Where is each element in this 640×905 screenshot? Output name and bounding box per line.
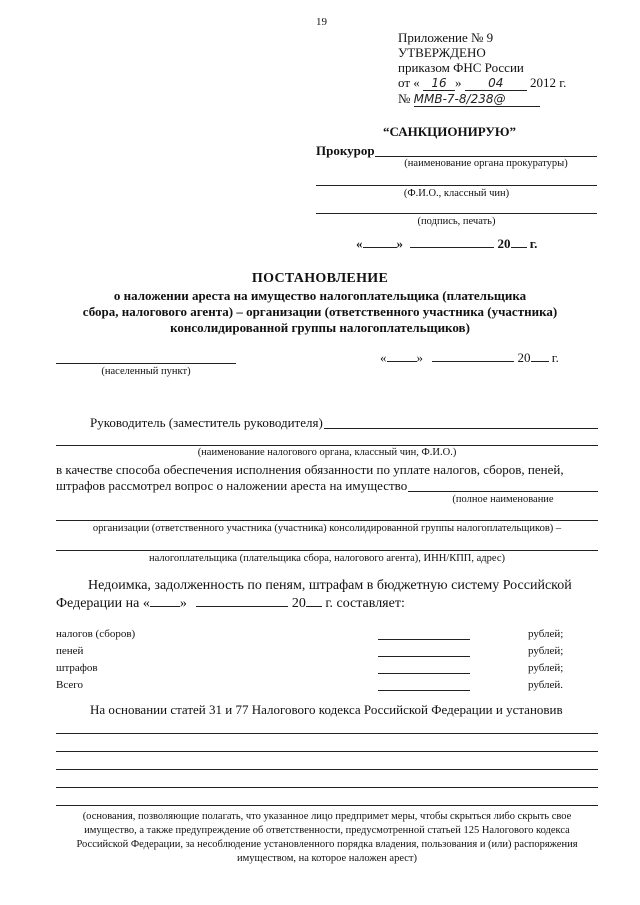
appendix-label: Приложение № 9: [398, 30, 494, 45]
date-close: »: [416, 350, 423, 365]
head-line-1: [324, 428, 598, 429]
sign-line: [316, 213, 597, 214]
head-label: Руководитель (заместитель руководителя): [90, 415, 323, 430]
basis-line-3: [56, 769, 598, 770]
amount-label: Всего: [56, 679, 83, 691]
date-month: 04: [465, 76, 527, 91]
basis-caption-4: имуществом, на которое наложен арест): [237, 853, 417, 864]
place-line: [56, 363, 236, 364]
arrears-on: Федерации на «: [56, 596, 150, 611]
basis-text: На основании статей 31 и 77 Налогового кодекса Российской Федерации и установив: [90, 702, 563, 717]
date-year: 2012 г.: [530, 75, 567, 90]
date-day: 16: [423, 76, 455, 91]
arrears-line1: Недоимка, задолженность по пеням, штрафам в бюджетную систему Российской: [88, 578, 572, 593]
basis-line-4: [56, 787, 598, 788]
basis-line-1: [56, 733, 598, 734]
prosecutor-label: Прокурор: [316, 143, 375, 158]
order-label: приказом ФНС России: [398, 60, 524, 75]
caption-fio: (Ф.И.О., классный чин): [403, 188, 510, 199]
amount-line: [378, 639, 470, 640]
property-line: [408, 491, 598, 492]
para1-line1: в качестве способа обеспечения исполнения обязанности по уплате налогов, сборов, пеней,: [56, 462, 564, 477]
date-open: «: [356, 236, 363, 251]
amount-line: [378, 690, 470, 691]
sanction-date: [356, 236, 537, 252]
basis-line-2: [56, 751, 598, 752]
date-prefix: от «: [398, 75, 420, 90]
basis-line-5: [56, 805, 598, 806]
title-line-3: консолидированной группы налогоплательщиков): [170, 320, 470, 335]
date-year: 20: [517, 350, 531, 365]
amount-label: штрафов: [56, 662, 98, 674]
date-mid: »: [455, 75, 462, 90]
amount-label: пеней: [56, 645, 84, 657]
caption-head: (наименование налогового органа, классный чин, Ф.И.О.): [197, 447, 457, 458]
basis-caption-2: имущество, а также предупреждение об ответственности, предусмотренной статьей 125 Налогового кодекса: [84, 825, 570, 836]
date-suffix: г.: [551, 350, 559, 365]
approval-number: [398, 91, 540, 107]
approved-label: УТВЕРЖДЕНО: [398, 45, 486, 60]
amount-unit: рублей;: [528, 645, 564, 657]
org-line: [56, 520, 598, 521]
para1-line2: штрафов рассмотрел вопрос о наложении ареста на имущество: [56, 478, 408, 493]
page-number: 19: [316, 16, 327, 28]
place-date: [380, 350, 559, 366]
basis-caption-1: (основания, позволяющие полагать, что указанное лицо предпримет меры, чтобы скрыться либо скрыть свое: [82, 811, 572, 822]
caption-fullname: (полное наименование: [452, 494, 554, 505]
date-year: 20: [497, 236, 511, 251]
taxpayer-line: [56, 550, 598, 551]
number-prefix: №: [398, 91, 411, 106]
prosecutor-line: [375, 156, 597, 157]
number-value: ММВ-7-8/238@: [414, 92, 540, 107]
head-line-2: [56, 445, 598, 446]
date-suffix: г.: [529, 236, 538, 251]
arrears-year: 20: [291, 596, 306, 611]
caption-place: (населенный пункт): [101, 366, 191, 377]
amount-label: налогов (сборов): [56, 628, 136, 640]
approval-date: [398, 75, 566, 91]
title-line-2: сбора, налогового агента) – организации (ответственного участника (участника): [82, 304, 558, 319]
caption-org: организации (ответственного участника (участника) консолидированной группы налогоплательщиков) –: [92, 523, 562, 534]
caption-sign: (подпись, печать): [417, 216, 496, 227]
caption-taxpayer: налогоплательщика (плательщика сбора, налогового агента), ИНН/КПП, адрес): [149, 553, 505, 564]
title-line-1: о наложении ареста на имущество налогоплательщика (плательщика: [113, 288, 527, 303]
arrears-suffix: г. составляет:: [325, 596, 405, 611]
basis-caption-3: Российской Федерации, за несоблюдение установленного порядка владения, пользования и (или) распоряжения: [76, 839, 578, 850]
amount-line: [378, 656, 470, 657]
fio-line: [316, 185, 597, 186]
date-close: »: [396, 236, 403, 251]
amount-unit: рублей;: [528, 662, 564, 674]
caption-organ: (наименование органа прокуратуры): [404, 158, 568, 169]
sanction-title: “САНКЦИОНИРУЮ”: [383, 124, 517, 139]
amount-unit: рублей.: [528, 679, 564, 691]
amount-line: [378, 673, 470, 674]
document-heading: ПОСТАНОВЛЕНИЕ: [251, 271, 389, 286]
arrears-line2: [56, 596, 405, 612]
amount-unit: рублей;: [528, 628, 564, 640]
arrears-close: »: [179, 596, 187, 611]
date-open: «: [380, 350, 387, 365]
